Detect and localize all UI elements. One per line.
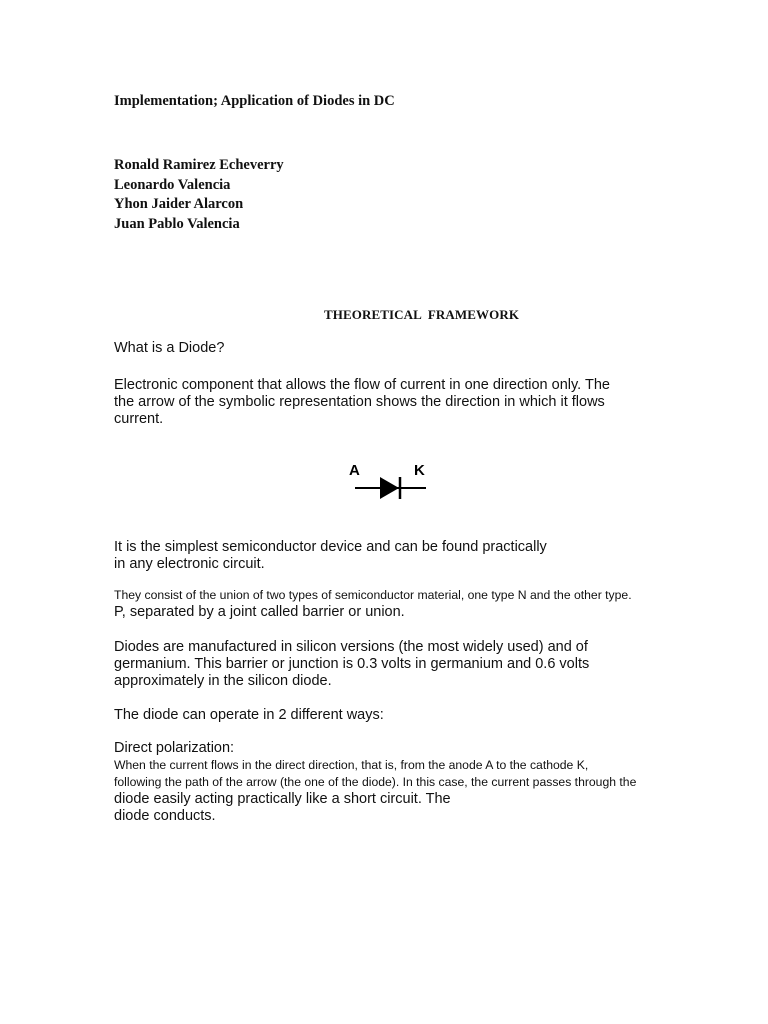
paragraph-line: Diodes are manufactured in silicon versions (the most widely used) and of <box>114 639 588 655</box>
paragraph-line: They consist of the union of two types of semiconductor material, one type N and the other type. <box>114 588 632 602</box>
paragraph-line: diode conducts. <box>114 808 216 824</box>
paragraph-line: germanium. This barrier or junction is 0.3 volts in germanium and 0.6 volts <box>114 656 590 672</box>
diode-symbol <box>340 458 432 508</box>
anode-label: A <box>349 462 360 479</box>
direct-heading: Direct polarization: <box>114 740 235 756</box>
paragraph-line: P, separated by a joint called barrier or union. <box>114 604 405 620</box>
author-name: Ronald Ramirez Echeverry <box>114 157 284 173</box>
author-name: Juan Pablo Valencia <box>114 215 240 232</box>
paragraph-line: approximately in the silicon diode. <box>114 673 332 689</box>
direct-polarization-section <box>114 740 636 825</box>
author-name: Leonardo Valencia <box>114 176 231 193</box>
paragraph-line: current. <box>114 411 164 427</box>
paragraph-line: Electronic component that allows the flow of current in one direction only. The <box>114 377 610 393</box>
paragraph-line: When the current flows in the direct direction, that is, from the anode A to the cathode K, <box>114 758 589 772</box>
definition-paragraph <box>114 377 610 428</box>
simplest-paragraph <box>114 539 547 573</box>
document-title: Implementation; Application of Diodes in DC <box>114 93 395 109</box>
paragraph-line: It is the simplest semiconductor device and can be found practically <box>114 539 547 555</box>
manufactured-paragraph <box>114 639 589 690</box>
author-name: Yhon Jaider Alarcon <box>114 196 244 212</box>
diode-arrow <box>380 477 399 499</box>
paragraph-line: following the path of the arrow (the one of the diode). In this case, the current passes through the <box>114 775 637 789</box>
paragraph-line: the arrow of the symbolic representation shows the direction in which it flows <box>114 394 605 410</box>
section-heading: THEORETICAL FRAMEWORK <box>324 307 520 322</box>
paragraph-line: diode easily acting practically like a short circuit. The <box>114 791 451 807</box>
paragraph-line: in any electronic circuit. <box>114 556 265 572</box>
author-list <box>114 156 284 234</box>
cathode-label: K <box>414 462 425 479</box>
union-paragraph <box>114 587 632 621</box>
question-heading: What is a Diode? <box>114 340 225 356</box>
operate-line: The diode can operate in 2 different ways: <box>114 707 384 723</box>
